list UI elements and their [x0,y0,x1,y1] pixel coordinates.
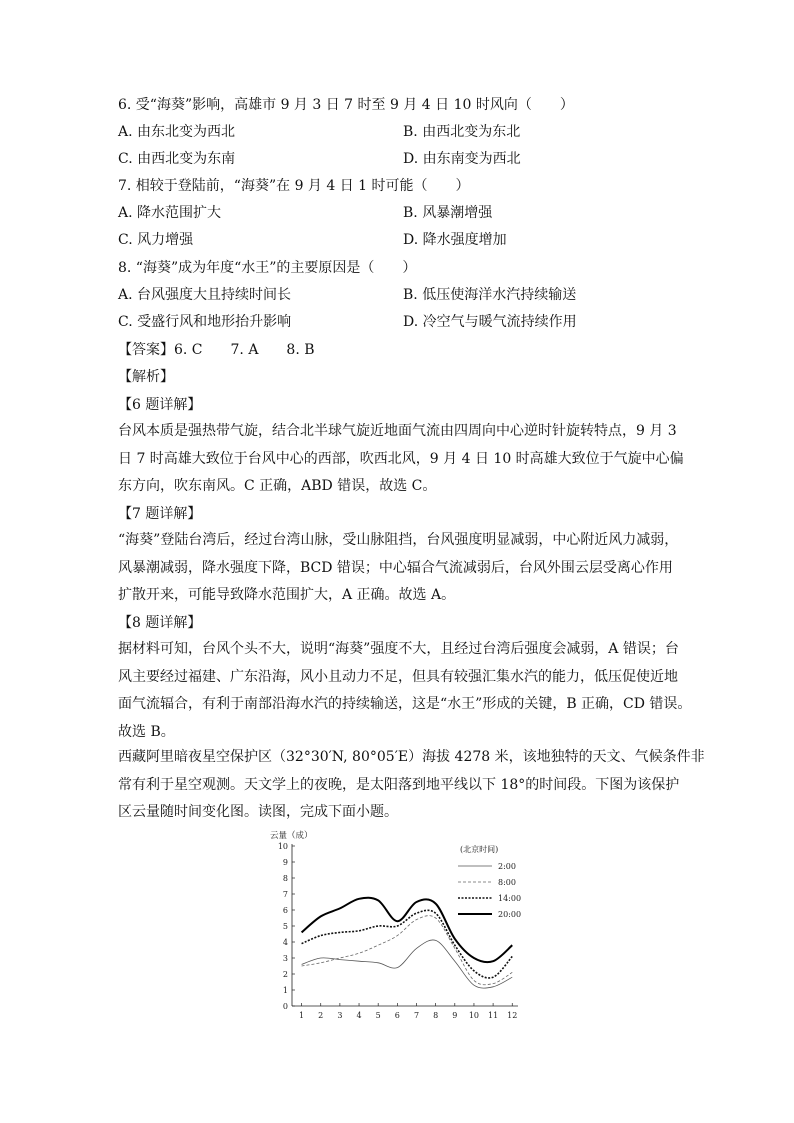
series-line-800 [302,916,513,985]
answer-line: 【答案】6. C 7. A 8. B [118,342,315,358]
q7-stem: 7. 相较于登陆前，“海葵”在 9 月 4 日 1 时可能（ ） [118,178,470,194]
legend-label: 14:00 [498,894,522,903]
legend-label: 2:00 [498,862,516,871]
detail-6-text [118,418,688,501]
q8-stem: 8. “海葵”成为年度“水王”的主要原因是（ ） [118,260,417,276]
cloud-cover-chart-svg [262,828,534,1026]
detail-6-line: 日 7 时高雄大致位于台风中心的西部，吹西北风，9 月 4 日 10 时高雄大致位于气旋中心偏 [118,450,684,467]
legend-label: 20:00 [498,910,522,919]
y-tick-label: 8 [282,874,288,883]
detail-8-text [118,636,692,746]
q6-option-a: A. 由东北变为西北 [118,124,236,140]
detail-6-line: 东方向，吹东南风。C 正确，ABD 错误，故选 C。 [118,478,437,494]
detail-7-line: 扩散开来，可能导致降水范围扩大，A 正确。故选 A。 [118,587,456,603]
detail-8-label: 【8 题详解】 [118,615,202,631]
q6-option-b: B. 由西北变为东北 [403,124,521,140]
q8-option-b: B. 低压使海洋水汽持续输送 [403,287,577,303]
detail-6-label: 【6 题详解】 [118,397,202,413]
q6-stem: 6. 受“海葵”影响，高雄市 9 月 3 日 7 时至 9 月 4 日 10 时风向（ ） [118,97,574,113]
q8-option-d: D. 冷空气与暖气流持续作用 [403,314,577,330]
y-tick-label: 4 [282,938,288,947]
material-line: 区云量随时间变化图。读图，完成下面小题。 [118,804,398,820]
detail-7-label: 【7 题详解】 [118,506,202,522]
y-tick-label: 6 [282,906,288,915]
cloud-cover-chart [262,828,534,1026]
series-line-2000 [302,898,513,962]
detail-6-line: 台风本质是强热带气旋，结合北半球气旋近地面气流由四周向中心逆时针旋转特点，9 月 3 [118,423,677,439]
q7-option-c: C. 风力增强 [118,232,194,248]
x-tick-label: 3 [337,1011,343,1020]
x-tick-label: 5 [375,1011,381,1020]
q8-option-a: A. 台风强度大且持续时间长 [118,287,292,303]
y-tick-label: 9 [282,858,288,867]
x-tick-label: 9 [452,1011,458,1020]
q7-option-b: B. 风暴潮增强 [403,205,493,221]
q7-option-a: A. 降水范围扩大 [118,205,222,221]
detail-7-text [118,527,688,610]
y-tick-label: 2 [282,970,288,979]
x-tick-label: 1 [299,1011,305,1020]
legend-title: (北京时间) [460,845,499,854]
y-tick-label: 10 [277,842,288,851]
y-tick-label: 5 [282,922,288,931]
detail-8-line: 风主要经过福建、广东沿海，风小且动力不足，但具有较强汇集水汽的能力，低压促使近地 [118,668,678,685]
detail-7-line: “海葵”登陆台湾后，经过台湾山脉，受山脉阻挡，台风强度明显减弱，中心附近风力减弱， [118,532,679,548]
detail-8-line: 据材料可知，台风个头不大，说明“海葵”强度不大，且经过台湾后强度会减弱，A 错误；台 [118,641,679,657]
q8-option-c: C. 受盛行风和地形抬升影响 [118,314,292,330]
detail-8-line: 面气流辐合，有利于南部沿海水汽的持续输送，这是“水王”形成的关键，B 正确，CD 错误。 [118,696,692,712]
y-tick-label: 1 [282,986,288,995]
series-line-1400 [302,910,513,978]
detail-7-line: 风暴潮减弱，降水强度下降，BCD 错误；中心辐合气流减弱后，台风外围云层受离心作用 [118,559,673,576]
series-line-200 [302,940,513,988]
analysis-label: 【解析】 [118,369,174,385]
x-tick-label: 6 [394,1011,400,1020]
material-line: 常有利于星空观测。天文学上的夜晚，是太阳落到地平线以下 18°的时间段。下图为该保护 [118,776,680,793]
y-tick-label: 0 [282,1002,288,1011]
legend-label: 8:00 [498,878,516,887]
y-tick-label: 7 [282,890,288,899]
x-tick-label: 4 [356,1011,362,1020]
x-tick-label: 8 [433,1011,439,1020]
material-line: 西藏阿里暗夜星空保护区（32°30′N, 80°05′E）海拔 4278 米，该地独特的天文、气候条件非 [118,749,705,765]
x-tick-label: 7 [413,1011,420,1020]
q6-option-d: D. 由东南变为西北 [403,151,521,167]
q7-option-d: D. 降水强度增加 [403,232,507,248]
q6-option-c: C. 由西北变为东南 [118,151,236,167]
y-axis-label: 云量（成） [270,831,313,841]
x-tick-label: 12 [507,1011,518,1020]
x-tick-label: 11 [488,1011,499,1020]
x-tick-label: 2 [318,1011,324,1020]
y-tick-label: 3 [282,954,288,963]
material-text [118,744,705,827]
detail-8-line: 故选 B。 [118,723,175,740]
x-tick-label: 10 [468,1011,480,1020]
